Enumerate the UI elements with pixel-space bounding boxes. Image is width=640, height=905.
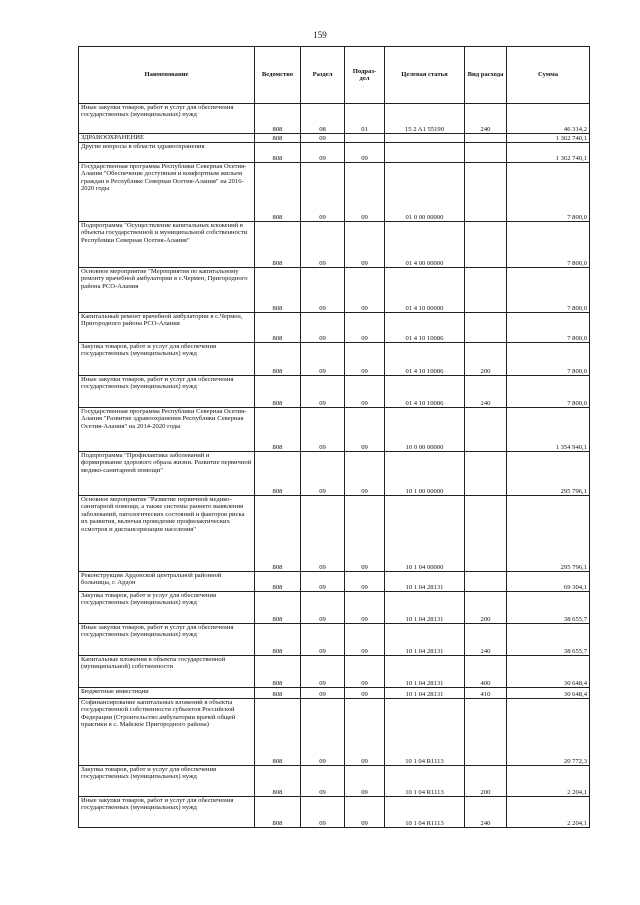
row-target-cell: 10 1 04 R1113 — [385, 797, 465, 828]
row-target-cell — [385, 134, 465, 143]
row-target-cell: 10 0 00 00000 — [385, 408, 465, 452]
row-section-cell: 08 — [301, 104, 345, 134]
row-name-cell: Другие вопросы в области здравоохранения — [79, 143, 255, 163]
row-subsection-cell: 09 — [345, 699, 385, 766]
row-subsection-cell: 09 — [345, 656, 385, 688]
row-department-cell: 808 — [255, 572, 301, 592]
row-name-cell: Капитальный ремонт врачебной амбулатории в с.Чермен, Пригородного района РСО-Алания — [79, 313, 255, 343]
row-target-cell: 01 4 00 00000 — [385, 222, 465, 268]
row-target-cell: 15 2 A1 55190 — [385, 104, 465, 134]
row-name-cell: Капитальные вложения в объекты государственной (муниципальной) собственности — [79, 656, 255, 688]
table-row — [79, 313, 590, 343]
header-subsection: Подраз- дел — [345, 47, 385, 104]
row-subsection-cell: 09 — [345, 592, 385, 624]
row-target-cell: 01 4 10 10086 — [385, 313, 465, 343]
row-department-cell: 808 — [255, 766, 301, 797]
row-name-cell: Закупка товаров, работ и услуг для обеспечения государственных (муниципальных) нужд — [79, 343, 255, 376]
row-target-cell: 10 1 04 28131 — [385, 624, 465, 656]
row-target-cell: 10 1 04 28131 — [385, 572, 465, 592]
table-row — [79, 766, 590, 797]
row-amount-cell: 7 800,0 — [507, 163, 590, 222]
row-expense-type-cell — [465, 268, 507, 313]
page-number: 159 — [313, 30, 327, 40]
table-row — [79, 143, 590, 163]
row-name-cell: Иные закупки товаров, работ и услуг для обеспечения государственных (муниципальных) нужд — [79, 797, 255, 828]
row-department-cell: 808 — [255, 343, 301, 376]
row-expense-type-cell — [465, 408, 507, 452]
header-target: Целевая статья — [385, 47, 465, 104]
table-row — [79, 134, 590, 143]
table-row — [79, 452, 590, 496]
row-subsection-cell: 09 — [345, 163, 385, 222]
table-body — [79, 104, 590, 828]
header-amount: Сумма — [507, 47, 590, 104]
row-section-cell: 09 — [301, 343, 345, 376]
table-row — [79, 408, 590, 452]
row-expense-type-cell — [465, 572, 507, 592]
table-row — [79, 163, 590, 222]
row-section-cell: 09 — [301, 408, 345, 452]
row-subsection-cell: 09 — [345, 408, 385, 452]
row-target-cell: 10 1 00 00000 — [385, 452, 465, 496]
row-name-cell: Бюджетные инвестиции — [79, 688, 255, 699]
row-department-cell: 808 — [255, 163, 301, 222]
row-subsection-cell: 09 — [345, 343, 385, 376]
row-expense-type-cell — [465, 134, 507, 143]
row-target-cell: 10 1 04 00000 — [385, 496, 465, 572]
row-target-cell: 01 4 10 10086 — [385, 343, 465, 376]
row-amount-cell: 69 304,1 — [507, 572, 590, 592]
row-name-cell: Софинансирование капитальных вложений в объекты государственной собственности субъектов Российской Федерации (Строительство амбулатории врачей общей практики в с. Майское Пригородного района) — [79, 699, 255, 766]
row-expense-type-cell: 200 — [465, 343, 507, 376]
table-row — [79, 797, 590, 828]
row-expense-type-cell: 240 — [465, 797, 507, 828]
row-section-cell: 09 — [301, 624, 345, 656]
row-name-cell: Иные закупки товаров, работ и услуг для обеспечения государственных (муниципальных) нужд — [79, 104, 255, 134]
row-subsection-cell: 09 — [345, 222, 385, 268]
row-department-cell: 808 — [255, 688, 301, 699]
row-section-cell: 09 — [301, 572, 345, 592]
row-amount-cell: 7 800,0 — [507, 313, 590, 343]
row-amount-cell: 1 362 740,1 — [507, 143, 590, 163]
row-subsection-cell: 09 — [345, 572, 385, 592]
row-section-cell: 09 — [301, 496, 345, 572]
header-section: Раздел — [301, 47, 345, 104]
row-amount-cell: 1 362 740,1 — [507, 134, 590, 143]
table-header-row — [79, 47, 590, 104]
row-amount-cell: 295 796,1 — [507, 496, 590, 572]
row-department-cell: 808 — [255, 656, 301, 688]
header-department: Ведомство — [255, 47, 301, 104]
table-row — [79, 688, 590, 699]
row-name-cell: Иные закупки товаров, работ и услуг для обеспечения государственных (муниципальных) нужд — [79, 376, 255, 408]
row-department-cell: 808 — [255, 408, 301, 452]
row-name-cell: Основное мероприятие "Мероприятия по капитальному ремонту врачебной амбулатории в с.Чермен, Пригородного района РСО-Алания — [79, 268, 255, 313]
row-department-cell: 808 — [255, 452, 301, 496]
row-amount-cell: 46 314,2 — [507, 104, 590, 134]
row-subsection-cell — [345, 134, 385, 143]
row-amount-cell: 7 800,0 — [507, 376, 590, 408]
table-row — [79, 592, 590, 624]
table-row — [79, 699, 590, 766]
row-expense-type-cell: 410 — [465, 688, 507, 699]
row-subsection-cell: 01 — [345, 104, 385, 134]
row-department-cell: 808 — [255, 797, 301, 828]
table-row — [79, 376, 590, 408]
row-section-cell: 09 — [301, 313, 345, 343]
row-name-cell: Основное мероприятие "Развитие первичной медико-санитарной помощи, а также системы раннего выявления заболеваний, патологических состояний и факторов риска их развития, включая проведение профилактических осмотров и диспансеризации населения" — [79, 496, 255, 572]
row-name-cell: Подпрограмма "Осуществление капитальных вложений в объекты государственной и муниципальной собственности Республики Северная Осетия-Алания" — [79, 222, 255, 268]
row-expense-type-cell: 200 — [465, 766, 507, 797]
row-department-cell: 808 — [255, 313, 301, 343]
row-section-cell: 09 — [301, 699, 345, 766]
row-target-cell: 10 1 04 R1113 — [385, 766, 465, 797]
row-target-cell: 10 1 04 R1113 — [385, 699, 465, 766]
row-subsection-cell: 09 — [345, 624, 385, 656]
row-expense-type-cell: 200 — [465, 592, 507, 624]
row-name-cell: Государственная программа Республики Северная Осетия-Алания "Развитие здравоохранения Республики Северная Осетия-Алания" на 2014-2020 годы — [79, 408, 255, 452]
row-section-cell: 09 — [301, 222, 345, 268]
row-expense-type-cell — [465, 163, 507, 222]
row-department-cell: 808 — [255, 222, 301, 268]
row-expense-type-cell: 240 — [465, 624, 507, 656]
budget-table — [78, 46, 590, 828]
row-name-cell: Подпрограмма "Профилактика заболеваний и формирование здорового образа жизни. Развитие первичной медико-санитарной помощи" — [79, 452, 255, 496]
row-section-cell: 09 — [301, 163, 345, 222]
row-amount-cell: 20 772,3 — [507, 699, 590, 766]
row-subsection-cell: 09 — [345, 452, 385, 496]
table-row — [79, 343, 590, 376]
row-department-cell: 808 — [255, 104, 301, 134]
row-subsection-cell: 09 — [345, 143, 385, 163]
table-row — [79, 624, 590, 656]
row-subsection-cell: 09 — [345, 688, 385, 699]
row-amount-cell: 7 800,0 — [507, 268, 590, 313]
row-expense-type-cell — [465, 699, 507, 766]
row-department-cell: 808 — [255, 376, 301, 408]
row-section-cell: 09 — [301, 797, 345, 828]
row-expense-type-cell — [465, 143, 507, 163]
row-section-cell: 09 — [301, 134, 345, 143]
row-subsection-cell: 09 — [345, 313, 385, 343]
row-name-cell: Закупка товаров, работ и услуг для обеспечения государственных (муниципальных) нужд — [79, 592, 255, 624]
row-section-cell: 09 — [301, 452, 345, 496]
header-expense-type: Вид расхода — [465, 47, 507, 104]
row-name-cell: Государственная программа Республики Северная Осетия-Алания "Обеспечение доступным и комфортным жильем граждан в Республике Северная Осетия-Алания" на 2016-2020 годы — [79, 163, 255, 222]
row-expense-type-cell: 400 — [465, 656, 507, 688]
row-expense-type-cell — [465, 452, 507, 496]
row-department-cell: 808 — [255, 268, 301, 313]
row-expense-type-cell — [465, 222, 507, 268]
row-amount-cell: 2 204,1 — [507, 766, 590, 797]
row-subsection-cell: 09 — [345, 766, 385, 797]
row-section-cell: 09 — [301, 268, 345, 313]
row-section-cell: 09 — [301, 688, 345, 699]
row-expense-type-cell — [465, 313, 507, 343]
row-amount-cell: 38 655,7 — [507, 624, 590, 656]
row-section-cell: 09 — [301, 376, 345, 408]
row-target-cell: 10 1 04 28131 — [385, 656, 465, 688]
row-amount-cell: 1 354 940,1 — [507, 408, 590, 452]
row-department-cell: 808 — [255, 699, 301, 766]
header-name: Наименование — [79, 47, 255, 104]
row-amount-cell: 7 800,0 — [507, 222, 590, 268]
row-expense-type-cell: 240 — [465, 376, 507, 408]
row-amount-cell: 7 800,0 — [507, 343, 590, 376]
row-amount-cell: 38 655,7 — [507, 592, 590, 624]
row-amount-cell: 30 648,4 — [507, 656, 590, 688]
row-subsection-cell: 09 — [345, 797, 385, 828]
row-target-cell: 10 1 04 28131 — [385, 592, 465, 624]
row-subsection-cell: 09 — [345, 376, 385, 408]
row-department-cell: 808 — [255, 592, 301, 624]
row-target-cell: 01 4 10 10086 — [385, 376, 465, 408]
row-name-cell: ЗДРАВООХРАНЕНИЕ — [79, 134, 255, 143]
row-target-cell: 01 0 00 00000 — [385, 163, 465, 222]
row-section-cell: 09 — [301, 143, 345, 163]
table-row — [79, 572, 590, 592]
row-amount-cell: 295 796,1 — [507, 452, 590, 496]
row-amount-cell: 30 648,4 — [507, 688, 590, 699]
row-expense-type-cell — [465, 496, 507, 572]
row-target-cell: 10 1 04 28131 — [385, 688, 465, 699]
table-row — [79, 496, 590, 572]
row-section-cell: 09 — [301, 592, 345, 624]
row-subsection-cell: 09 — [345, 496, 385, 572]
table-row — [79, 268, 590, 313]
row-section-cell: 09 — [301, 656, 345, 688]
row-name-cell: Иные закупки товаров, работ и услуг для обеспечения государственных (муниципальных) нужд — [79, 624, 255, 656]
table-row — [79, 104, 590, 134]
row-amount-cell: 2 204,1 — [507, 797, 590, 828]
row-expense-type-cell: 240 — [465, 104, 507, 134]
row-name-cell: Закупка товаров, работ и услуг для обеспечения государственных (муниципальных) нужд — [79, 766, 255, 797]
row-section-cell: 09 — [301, 766, 345, 797]
row-subsection-cell: 09 — [345, 268, 385, 313]
row-department-cell: 808 — [255, 496, 301, 572]
row-department-cell: 808 — [255, 143, 301, 163]
row-name-cell: Реконструкция Ардонской центральной районной больницы, г. Ардон — [79, 572, 255, 592]
row-target-cell — [385, 143, 465, 163]
row-department-cell: 808 — [255, 134, 301, 143]
table-row — [79, 222, 590, 268]
table-row — [79, 656, 590, 688]
row-target-cell: 01 4 10 00000 — [385, 268, 465, 313]
row-department-cell: 808 — [255, 624, 301, 656]
